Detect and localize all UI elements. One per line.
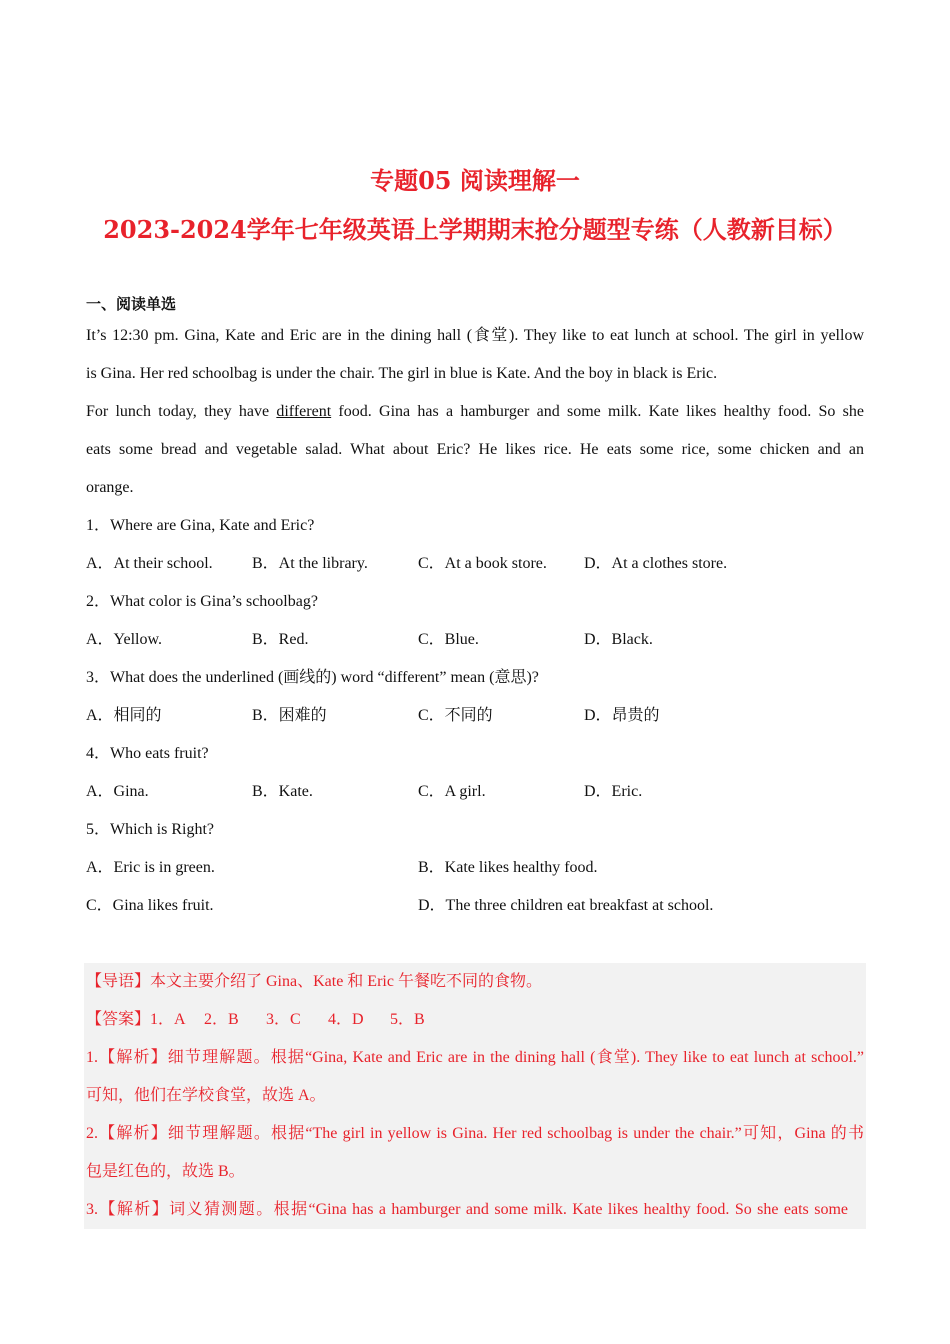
answer-key-label: 【答案】 — [86, 1011, 151, 1028]
analysis-line: 1.【解析】细节理解题。根据“Gina, Kate and Eric are in the dining hall (食堂). They like to eat lunch at school.” — [86, 1049, 864, 1066]
question-stem: 3．What does the underlined (画线的) word “different” mean (意思)? — [86, 669, 539, 686]
answer-key-item: 4．D — [328, 1011, 364, 1028]
option: B．Kate. — [252, 783, 313, 800]
title-topic: 专题05 阅读理解一 — [370, 166, 580, 195]
option: A．相同的 — [86, 707, 162, 724]
option: C．A girl. — [418, 783, 486, 800]
option: C．At a book store. — [418, 555, 547, 572]
option: D．At a clothes store. — [584, 555, 728, 572]
underlined-word: different — [276, 403, 332, 420]
passage-line: It’s 12:30 pm. Gina, Kate and Eric are in the dining hall (食堂). They like to eat lunch at school. The girl in yellow — [86, 327, 864, 344]
option: C．不同的 — [418, 707, 493, 724]
answer-key-item: 2．B — [204, 1011, 239, 1028]
passage-text: For lunch today, they have — [86, 403, 277, 420]
analysis-line: 可知，他们在学校食堂，故选 A。 — [86, 1087, 326, 1104]
passage-line — [86, 401, 864, 423]
option: D．Black. — [584, 631, 653, 648]
option: D．Eric. — [584, 783, 643, 800]
analysis-line: 3.【解析】词义猜测题。根据“Gina has a hamburger and some milk. Kate likes healthy food. So she eats some — [86, 1201, 848, 1218]
passage-text: food. Gina has a hamburger and some milk. Kate likes healthy food. So she — [331, 403, 865, 420]
analysis-line: 2.【解析】细节理解题。根据“The girl in yellow is Gina. Her red schoolbag is under the chair.”可知，Gina 的书 — [86, 1125, 864, 1142]
option: A．Yellow. — [86, 631, 163, 648]
question-stem: 1．Where are Gina, Kate and Eric? — [86, 517, 315, 534]
option: D．The three children eat breakfast at school. — [418, 897, 714, 914]
option: B．At the library. — [252, 555, 368, 572]
answer-key-item: 3．C — [266, 1011, 301, 1028]
option: B．Red. — [252, 631, 309, 648]
answer-guide: 【导语】本文主要介绍了 Gina、Kate 和 Eric 午餐吃不同的食物。 — [86, 973, 542, 990]
option: A．At their school. — [86, 555, 213, 572]
answer-key-item: 1．A — [150, 1011, 186, 1028]
passage-line: is Gina. Her red schoolbag is under the chair. The girl in blue is Kate. And the boy in black is Eric. — [86, 365, 718, 382]
option: C．Blue. — [418, 631, 479, 648]
section-heading: 一、阅读单选 — [86, 295, 177, 313]
answer-key — [86, 1009, 425, 1031]
option: B．Kate likes healthy food. — [418, 859, 598, 876]
question-stem: 4．Who eats fruit? — [86, 745, 209, 762]
option: B．困难的 — [252, 707, 327, 724]
title-course: 2023-2024学年七年级英语上学期期末抢分题型专练（人教新目标） — [103, 215, 847, 244]
option: A．Gina. — [86, 783, 149, 800]
passage-line: eats some bread and vegetable salad. What about Eric? He likes rice. He eats some rice, some chicken and an — [86, 441, 864, 458]
analysis-line: 包是红色的，故选 B。 — [86, 1163, 245, 1180]
question-stem: 5．Which is Right? — [86, 821, 214, 838]
option: A．Eric is in green. — [86, 859, 215, 876]
option: C．Gina likes fruit. — [86, 897, 214, 914]
answer-key-item: 5．B — [390, 1011, 425, 1028]
passage-line: orange. — [86, 479, 134, 496]
question-stem: 2．What color is Gina’s schoolbag? — [86, 593, 318, 610]
option: D．昂贵的 — [584, 707, 660, 724]
